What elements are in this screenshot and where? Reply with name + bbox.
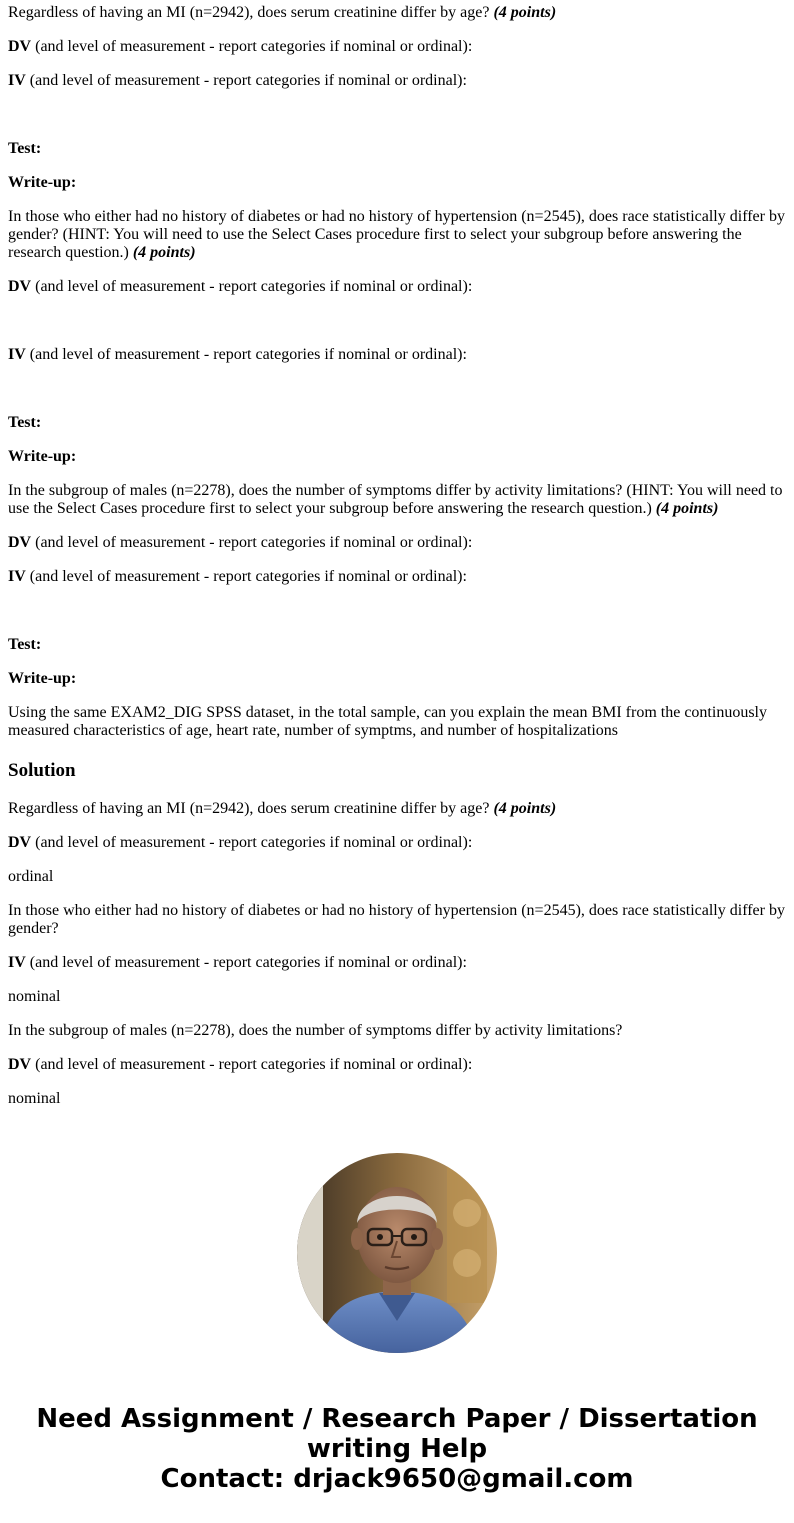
question-4-text: Using the same EXAM2_DIG SPSS dataset, in the total sample, can you explain the mean BMI from the continuously measured characteristics of age, heart rate, number of symptms, and number of hospitalizations xyxy=(8,704,767,739)
iv-label: IV xyxy=(8,954,26,971)
solution-question-2: In those who either had no history of diabetes or had no history of hypertension (n=2545), does race statistically differ by gender? xyxy=(8,902,785,937)
iv-label: IV xyxy=(8,568,26,585)
writeup-line: Write-up: xyxy=(8,670,77,687)
question-3-text: In the subgroup of males (n=2278), does the number of symptoms differ by activity limitations? (HINT: You will need to use the Select Cases procedure first to select your subgroup before answering the research question.) xyxy=(8,482,783,517)
blank-space xyxy=(8,380,786,414)
points-label: (4 points) xyxy=(132,244,196,261)
question-2 xyxy=(8,208,786,262)
portrait-illustration xyxy=(297,1153,497,1353)
blank-space xyxy=(8,602,786,636)
footer-contact-text: Contact: drjack9650@gmail.com xyxy=(160,1464,634,1494)
test-line: Test: xyxy=(8,414,42,431)
answer-1: ordinal xyxy=(8,868,54,885)
blank-space xyxy=(8,312,786,346)
solution-question-1: Regardless of having an MI (n=2942), does serum creatinine differ by age? (4 points) xyxy=(8,800,557,817)
points-label: (4 points) xyxy=(493,4,557,21)
iv-label: IV xyxy=(8,346,26,363)
answer-2: nominal xyxy=(8,988,61,1005)
dv-label: DV xyxy=(8,834,32,851)
dv-line: DV (and level of measurement - report categories if nominal or ordinal): xyxy=(8,38,473,55)
iv-line: IV (and level of measurement - report categories if nominal or ordinal): xyxy=(8,72,467,89)
question-3 xyxy=(8,482,786,518)
author-photo xyxy=(297,1153,497,1353)
points-label: (4 points) xyxy=(655,500,719,517)
points-label: (4 points) xyxy=(493,800,557,817)
writeup-line: Write-up: xyxy=(8,174,77,191)
solution-question-3: In the subgroup of males (n=2278), does the number of symptoms differ by activity limitations? xyxy=(8,1022,623,1039)
dv-line: DV (and level of measurement - report categories if nominal or ordinal): xyxy=(8,1056,473,1073)
iv-label: IV xyxy=(8,72,26,89)
iv-line: IV (and level of measurement - report categories if nominal or ordinal): xyxy=(8,954,467,971)
question-1 xyxy=(8,4,786,22)
dv-line: DV (and level of measurement - report categories if nominal or ordinal): xyxy=(8,534,473,551)
footer-promo-text: Need Assignment / Research Paper / Dissertation writing Help xyxy=(36,1404,758,1464)
test-line: Test: xyxy=(8,636,42,653)
dv-label: DV xyxy=(8,38,32,55)
dv-line: DV (and level of measurement - report categories if nominal or ordinal): xyxy=(8,834,473,851)
iv-line: IV (and level of measurement - report categories if nominal or ordinal): xyxy=(8,346,467,363)
test-line: Test: xyxy=(8,140,42,157)
dv-label: DV xyxy=(8,278,32,295)
writeup-line: Write-up: xyxy=(8,448,77,465)
question-1-text: Regardless of having an MI (n=2942), does serum creatinine differ by age? xyxy=(8,4,494,21)
dv-label: DV xyxy=(8,534,32,551)
solution-heading: Solution xyxy=(8,760,76,781)
iv-line: IV (and level of measurement - report categories if nominal or ordinal): xyxy=(8,568,467,585)
answer-3: nominal xyxy=(8,1090,61,1107)
blank-space xyxy=(8,106,786,140)
question-2-text: In those who either had no history of diabetes or had no history of hypertension (n=2545), does race statistically differ by gender? (HINT: You will need to use the Select Cases procedure first to select your subgroup before answering the research question.) xyxy=(8,208,785,261)
dv-line: DV (and level of measurement - report categories if nominal or ordinal): xyxy=(8,278,473,295)
dv-label: DV xyxy=(8,1056,32,1073)
question-4 xyxy=(8,704,786,740)
